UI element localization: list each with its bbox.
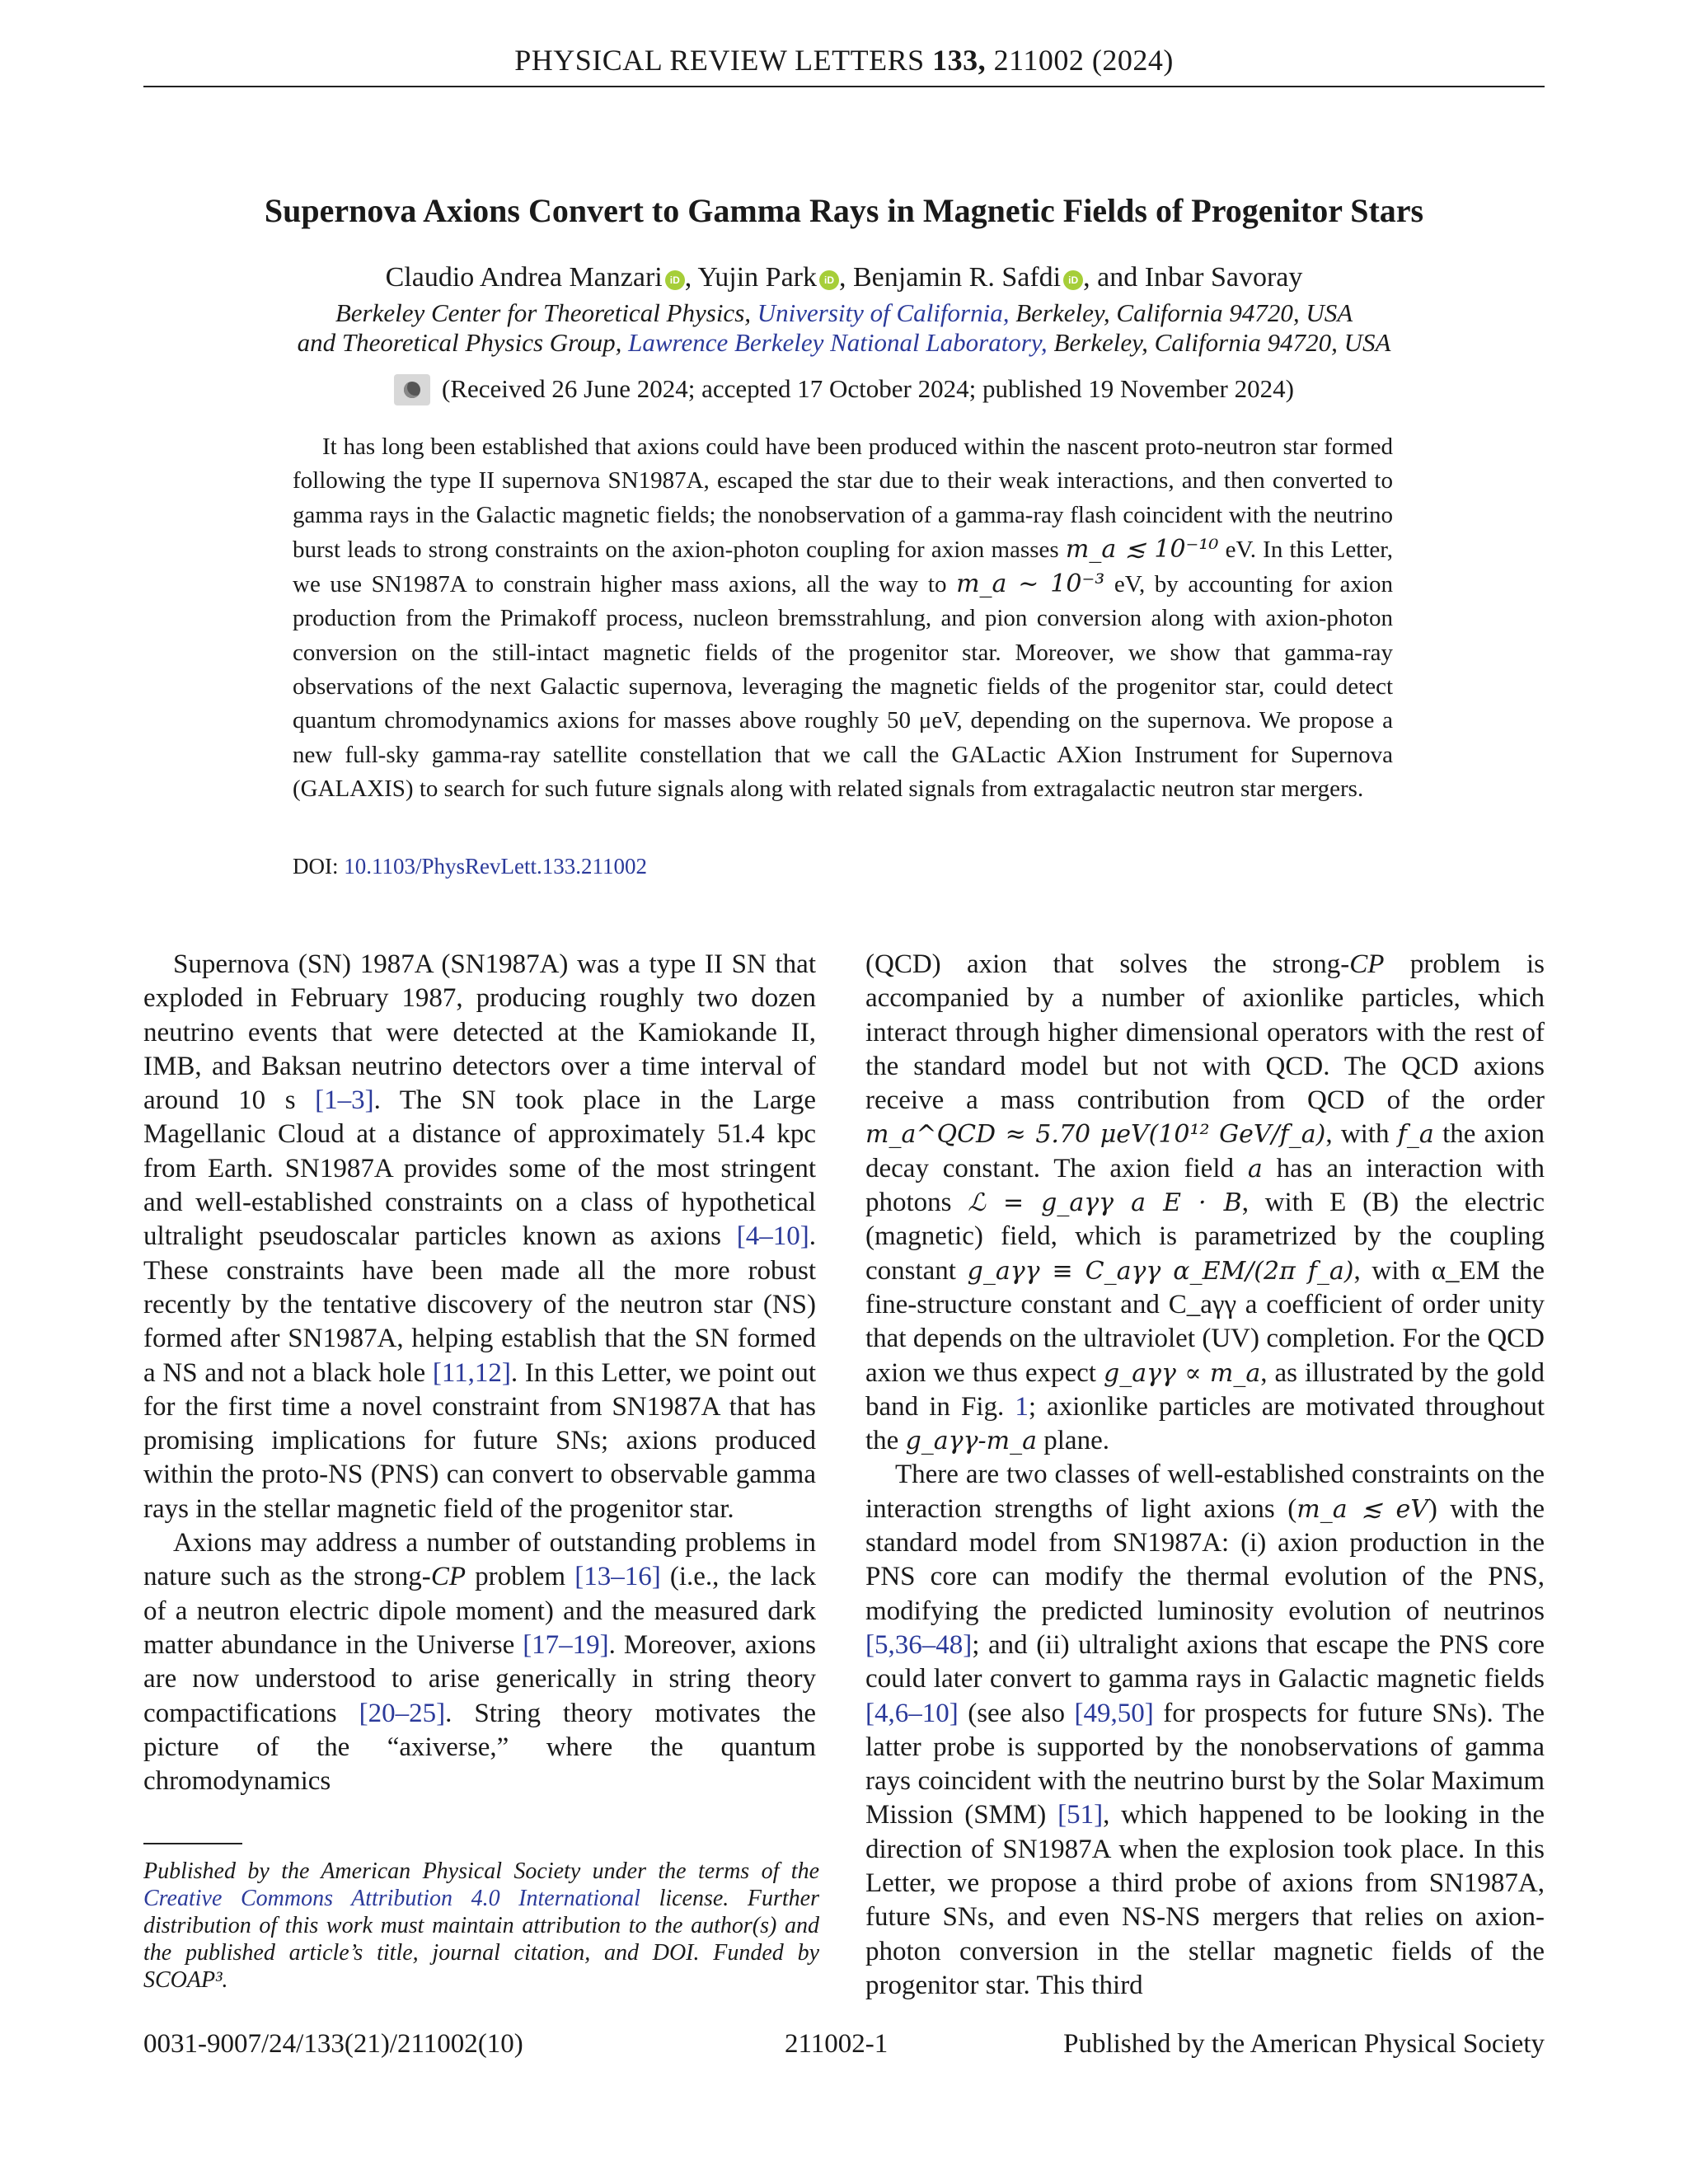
body-text: . These constraints have been made all the more robust recently by the tentative discovery of the neutron star (NS) formed after SN1987A, helping establish that the SN formed a NS and not a black hole (143, 1221, 817, 1388)
body-column-left (143, 948, 816, 1798)
body-paragraph (865, 1458, 1545, 2003)
affiliation (143, 298, 1545, 328)
affiliation (143, 328, 1545, 358)
abstract-text: It has long been established that axions could have been produced within the nascent proto-neutron star formed following the type II supernova SN1987A, escaped the star due to their weak interactions, and then converted to gamma rays in the Galactic magnetic fields; the nonobservation of a gamma-ray flash coincident with the neutrino burst leads to strong constraints on the axion-photon coupling for axion masses (293, 434, 1393, 563)
citation-link[interactable]: [51] (1057, 1800, 1104, 1830)
header-rule (143, 86, 1545, 87)
journal-volume: 133, (932, 44, 987, 77)
doi (293, 854, 647, 879)
body-text: for prospects for future SNs). The latter probe is supported by the nonobservations of gamma rays coincident with the neutrino burst by the Solar Maximum Mission (SMM) (865, 1698, 1545, 1830)
body-text: , as illustrated by the gold band in Fig. (865, 1357, 1545, 1422)
citation-link[interactable]: [4–10] (736, 1221, 809, 1252)
affiliation-link[interactable]: University of California, (757, 298, 1010, 327)
abstract (293, 430, 1393, 806)
received-dates (143, 374, 1545, 405)
orcid-icon[interactable]: iD (819, 270, 839, 290)
citation-link[interactable]: [49,50] (1074, 1698, 1154, 1728)
body-text: plane. (1043, 1426, 1109, 1456)
math-inline: m_a^QCD ≈ 5.70 μeV(10¹² GeV/f_a) (865, 1120, 1326, 1150)
body-text: There are two classes of well-established constraints on the interaction strengths of light axions ( (865, 1460, 1545, 1524)
author-name: Benjamin R. Safdi (852, 262, 1062, 293)
body-paragraph (865, 948, 1545, 1458)
body-text: ; and (ii) ultralight axions that escape the PNS core could later convert to gamma rays in Galactic magnetic fields (865, 1629, 1545, 1694)
body-text: ; axionlike particles are motivated throughout the (865, 1391, 1545, 1456)
footnote-rule (143, 1843, 242, 1844)
abstract-text: eV. In this Letter, we use SN1987A to constrain higher mass axions, all the way to (293, 536, 1393, 598)
body-column-right (865, 948, 1545, 2003)
body-text: (i.e., the lack of a neutron electric dipole moment) and the measured dark matter abundance in the Universe (143, 1562, 816, 1660)
body-text: . String theory motivates the picture of the “axiverse,” where the quantum chromodynamics (143, 1698, 816, 1797)
math-inline: g_aγγ ∝ m_a (1104, 1358, 1261, 1388)
body-text: problem (475, 1562, 566, 1592)
citation-link[interactable]: [5,36–48] (865, 1629, 973, 1660)
citation-link[interactable]: [4,6–10] (865, 1698, 959, 1728)
check-for-updates-icon[interactable] (394, 374, 430, 405)
body-text: has an interaction with photons (865, 1153, 1545, 1218)
body-text: . The SN took place in the Large Magellanic Cloud at a distance of approximately 51.4 kpc from Earth. SN1987A provides some of the most stringent and well-established constraints on a class of hypothetical ultralight pseudoscalar particles known as axions (143, 1085, 817, 1252)
body-text: , with E (B) the electric (magnetic) field, which is parametrized by the coupling constant (865, 1188, 1545, 1286)
orcid-icon[interactable]: iD (1063, 270, 1083, 290)
footnote-text: Published by the American Physical Society under the terms of the (143, 1858, 819, 1884)
body-text: , with (1325, 1119, 1390, 1150)
math-inline: g_aγγ-m_a (905, 1427, 1037, 1456)
footnote-text: license. Further distribution of this work must maintain attribution to the author(s) and the published article’s title, journal citation, and DOI. Funded by SCOAP³. (143, 1886, 820, 1993)
math-inline: m_a ≲ 10⁻¹⁰ (1065, 534, 1219, 564)
math-inline: m_a ≲ eV (1296, 1494, 1428, 1524)
body-text: (see also (968, 1698, 1065, 1728)
author-name: Claudio Andrea Manzari (385, 262, 663, 293)
affiliation-text: Berkeley, California 94720, USA (1015, 298, 1353, 327)
citation-link[interactable]: [20–25] (359, 1698, 446, 1728)
orcid-icon[interactable]: iD (665, 270, 685, 290)
math-inline: CP (430, 1562, 466, 1592)
citation-link[interactable]: [11,12] (432, 1357, 511, 1388)
math-inline: f_a (1397, 1120, 1434, 1150)
citation-link[interactable]: [1–3] (315, 1085, 374, 1116)
doi-label: DOI: (293, 854, 339, 879)
footer-issn: 0031-9007/24/133(21)/211002(10) (143, 2029, 523, 2059)
body-paragraph (143, 948, 816, 1526)
journal-name: PHYSICAL REVIEW LETTERS (514, 44, 925, 77)
math-inline: a (1247, 1154, 1263, 1183)
affiliation-text: Berkeley Center for Theoretical Physics, (335, 298, 752, 327)
affiliation-text: Berkeley, California 94720, USA (1053, 328, 1391, 357)
body-text: (QCD) axion that solves the strong- (865, 949, 1350, 979)
page-number: 211002-1 (785, 2029, 889, 2059)
doi-link[interactable]: 10.1103/PhysRevLett.133.211002 (344, 854, 647, 879)
author-name: and Inbar Savoray (1097, 262, 1303, 293)
body-text: the axion decay constant. The axion field (865, 1119, 1545, 1183)
body-text: , with α_EM the fine-structure constant and C_aγγ a coefficient of order unity that depends on the ultraviolet (UV) completion. For the QCD axion we thus expect (865, 1255, 1545, 1388)
affiliation-link[interactable]: Lawrence Berkeley National Laboratory, (628, 328, 1048, 357)
footer-publisher: Published by the American Physical Society (1063, 2029, 1545, 2059)
received-text: (Received 26 June 2024; accepted 17 October 2024; published 19 November 2024) (442, 374, 1294, 403)
body-text: ) with the standard model from SN1987A: (i) axion production in the PNS core can modify the thermal evolution of the PNS, modifying the predicted luminosity evolution of neutrinos (865, 1493, 1545, 1626)
figure-link[interactable]: 1 (1015, 1391, 1029, 1422)
author-list: Claudio Andrea Manzari iD , Yujin Park iD , Benjamin R. Safdi iD , and Inbar Savoray (385, 262, 1303, 293)
body-text: problem is accompanied by a number of axionlike particles, which interact through higher dimensional operators with the rest of the standard model but not with QCD. The QCD axions receive a mass contribution from QCD of the order (865, 949, 1545, 1116)
running-head (143, 43, 1545, 77)
affiliation-text: and Theoretical Physics Group, (297, 328, 622, 357)
paper-title: Supernova Axions Convert to Gamma Rays in Magnetic Fields of Progenitor Stars (264, 192, 1424, 229)
body-text: , which happened to be looking in the direction of SN1987A when the explosion took place. In this Letter, we propose a third probe of axions from SN1987A, future SNs, and even NS-NS mergers that relies on axion-photon conversion in the stellar magnetic fields of the progenitor star. This third (865, 1800, 1545, 2000)
author-name: Yujin Park (697, 262, 817, 293)
math-inline: g_aγγ ≡ C_aγγ α_EM/(2π f_a) (967, 1256, 1354, 1286)
math-inline: ℒ = g_aγγ a E · B (968, 1188, 1242, 1218)
license-footnote (143, 1858, 819, 1994)
body-paragraph (143, 1526, 816, 1798)
license-link[interactable]: Creative Commons Attribution 4.0 International (143, 1886, 640, 1911)
citation-link[interactable]: [17–19] (523, 1629, 609, 1660)
body-text: Axions may address a number of outstanding problems in nature such as the strong- (143, 1528, 816, 1592)
citation-link[interactable]: [13–16] (574, 1562, 661, 1592)
math-inline: m_a ~ 10⁻³ (956, 569, 1105, 599)
math-inline: CP (1349, 949, 1385, 979)
article-number-year: 211002 (2024) (993, 44, 1174, 77)
abstract-paragraph (293, 430, 1393, 806)
abstract-text: eV, by accounting for axion production from the Primakoff process, nucleon bremsstrahlung, and pion conversion along with axion-photon conversion on the still-intact magnetic fields of the progenitor star. Moreover, we show that gamma-ray observations of the next Galactic supernova, leveraging the magnetic fields of the progenitor star, could detect quantum chromodynamics axions for masses above roughly 50 μeV, depending on the supernova. We propose a new full-sky gamma-ray satellite constellation that we call the GALactic AXion Instrument for Supernova (GALAXIS) to search for such future signals along with related signals from extragalactic neutron star mergers. (293, 571, 1394, 802)
body-text: Supernova (SN) 1987A (SN1987A) was a type II SN that exploded in February 1987, producing roughly two dozen neutrino events that were detected at the Kamiokande II, IMB, and Baksan neutrino detectors over a time interval of around 10 s (143, 949, 816, 1116)
body-text: . Moreover, axions are now understood to arise generically in string theory compactifications (143, 1629, 816, 1728)
body-text: . In this Letter, we point out for the first time a novel constraint from SN1987A that has promising implications for future SNs; axions produced within the proto-NS (PNS) can convert to observable gamma rays in the stellar magnetic field of the progenitor star. (143, 1357, 817, 1524)
